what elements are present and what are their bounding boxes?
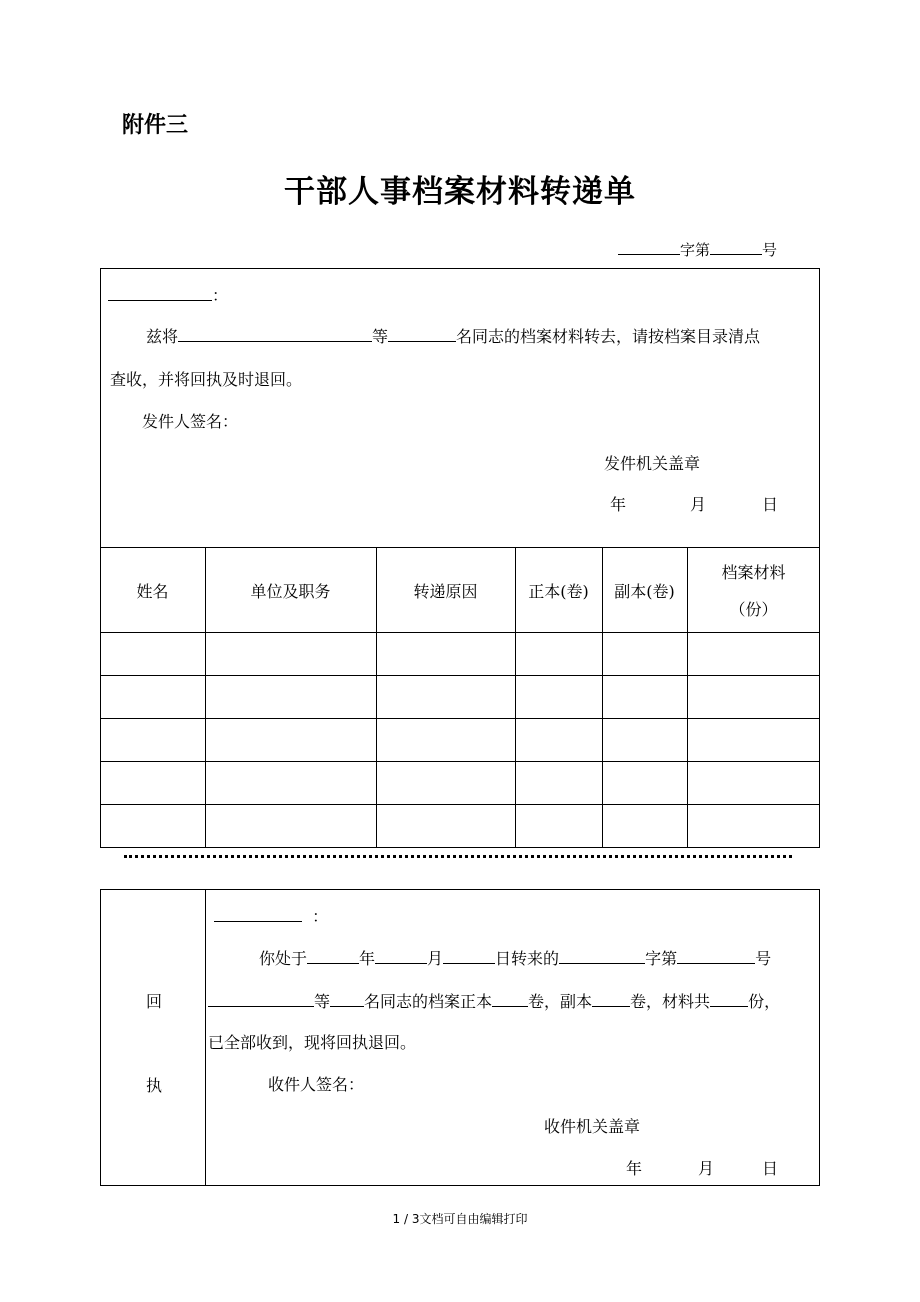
notice-text: 等 [372, 327, 389, 346]
receipt-addressee-blank [214, 907, 302, 922]
receiver-date-month: 月 [698, 1159, 715, 1178]
copy-blank [592, 992, 630, 1007]
ref-prefix-blank [559, 949, 645, 964]
receiver-signature: 收件人签名： [268, 1075, 365, 1094]
header-bottom-rule [100, 632, 820, 633]
sender-date-month: 月 [690, 495, 707, 514]
receiver-seal: 收件机关盖章 [544, 1117, 641, 1136]
header-name [100, 548, 205, 632]
notice-line-1 [146, 324, 760, 347]
count-blank [388, 327, 456, 342]
row-rule [100, 718, 820, 719]
receipt-addressee [214, 904, 328, 927]
receipt-text: 名同志的档案正本 [364, 992, 493, 1011]
sender-date-day: 日 [762, 495, 779, 514]
row-rule [100, 675, 820, 676]
addressee-colon: ： [212, 286, 229, 305]
doc-prefix-blank [618, 240, 680, 255]
receipt-side-label-2: 执 [146, 1076, 163, 1095]
ref-number-blank [677, 949, 755, 964]
doc-hao: 号 [762, 241, 778, 259]
receipt-line-1 [259, 946, 771, 969]
year-blank [307, 949, 359, 964]
materials-blank [710, 992, 748, 1007]
sender-seal: 发件机关盖章 [604, 454, 701, 473]
receipt-text: 年 [359, 949, 376, 968]
notice-line-2: 查收，并将回执及时退回。 [110, 370, 303, 389]
day-blank [443, 949, 495, 964]
receipt-text: 字第 [645, 949, 678, 968]
names-blank [208, 992, 314, 1007]
header-label-unit: （份） [729, 600, 778, 619]
receipt-line-2 [208, 989, 780, 1012]
receipt-text: 卷，副本 [528, 992, 593, 1011]
header-unit-position [205, 548, 376, 632]
receipt-colon: ： [312, 907, 329, 926]
receipt-text: 你处于 [259, 949, 308, 968]
receipt-line-3: 已全部收到，现将回执退回。 [208, 1033, 417, 1052]
receipt-divider [205, 889, 206, 1186]
row-rule [100, 804, 820, 805]
header-reason [376, 548, 515, 632]
sender-signature: 发件人签名： [142, 412, 239, 431]
receipt-text: 等 [314, 992, 331, 1011]
receipt-side-label-1: 回 [146, 992, 163, 1011]
header-label: 正本(卷) [528, 581, 589, 601]
names-blank [178, 327, 372, 342]
notice-text: 名同志的档案材料转去，请按档案目录清点 [456, 327, 761, 346]
header-label: 单位及职务 [250, 581, 331, 601]
header-label: 转递原因 [413, 581, 478, 601]
attachment-label: 附件三 [122, 113, 189, 138]
notice-text: 兹将 [146, 327, 179, 346]
receipt-text: 日转来的 [495, 949, 560, 968]
header-label: 副本(卷) [614, 581, 675, 601]
doc-zi-di: 字第 [680, 241, 711, 259]
receiver-date-year: 年 [626, 1159, 643, 1178]
sender-date-year: 年 [610, 495, 627, 514]
addressee-blank [108, 286, 212, 301]
receipt-text: 份， [748, 992, 781, 1011]
receipt-text: 卷，材料共 [630, 992, 711, 1011]
cut-line [124, 855, 792, 864]
header-materials [687, 548, 820, 632]
document-number [618, 239, 777, 260]
row-rule [100, 761, 820, 762]
addressee-line [108, 283, 228, 306]
header-copy-volumes [602, 548, 687, 632]
header-original-volumes [515, 548, 602, 632]
page-footer: 1 / 3文档可自由编辑打印 [392, 1212, 528, 1226]
original-blank [492, 992, 528, 1007]
month-blank [375, 949, 427, 964]
header-label: 档案材料 [721, 563, 786, 582]
count-blank [330, 992, 364, 1007]
receipt-text: 月 [427, 949, 444, 968]
receipt-text: 号 [755, 949, 772, 968]
doc-number-blank [710, 240, 762, 255]
document-title: 干部人事档案材料转递单 [284, 174, 636, 210]
receiver-date-day: 日 [762, 1159, 779, 1178]
header-label: 姓名 [136, 581, 169, 601]
